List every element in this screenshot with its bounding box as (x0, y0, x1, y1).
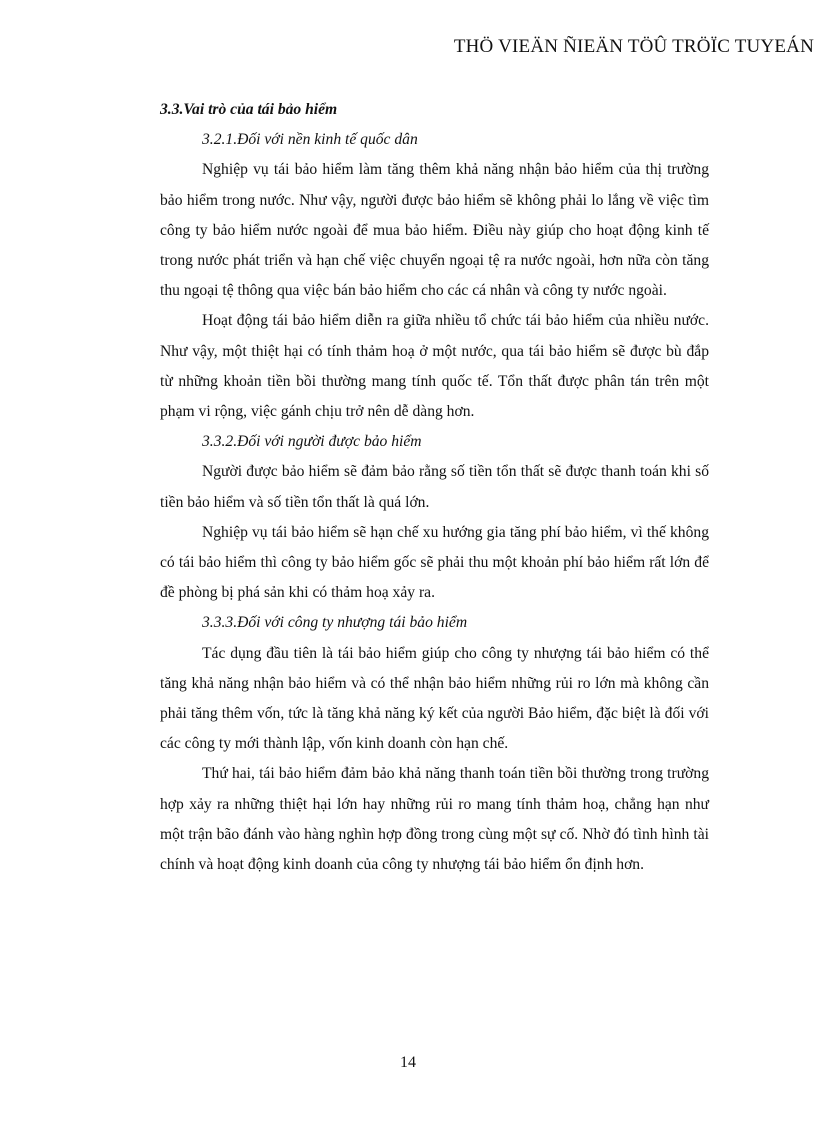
page-content (160, 95, 709, 880)
subsection-title-insured-party: 3.3.2.Đối với người được bảo hiểm (202, 433, 422, 451)
paragraph: Nghiệp vụ tái bảo hiểm sẽ hạn chế xu hướng gia tăng phí bảo hiểm, vì thế không có tái bảo hiểm thì công ty bảo hiểm gốc sẽ phải thu một khoản phí bảo hiểm rất lớn để đề phòng bị phá sản khi có thảm hoạ xảy ra. (160, 523, 709, 602)
paragraph: Thứ hai, tái bảo hiểm đảm bảo khả năng thanh toán tiền bồi thường trong trường hợp xảy ra những thiệt hại lớn hay những rủi ro mang tính thảm hoạ, chẳng hạn như một trận bão đánh vào hàng nghìn hợp đồng trong cùng một sự cố. Nhờ đó tình hình tài chính và hoạt động kinh doanh của công ty nhượng tái bảo hiểm ổn định hơn. (160, 765, 709, 874)
page-header: THÖ VIEÄN ÑIEÄN TÖÛ TRÖÏC TUYEÁN (453, 36, 814, 57)
subsection-title-ceding-company: 3.3.3.Đối với công ty nhượng tái bảo hiểm (202, 614, 468, 632)
paragraph: Nghiệp vụ tái bảo hiểm làm tăng thêm khả năng nhận bảo hiểm của thị trường bảo hiểm trong nước. Như vậy, người được bảo hiểm sẽ không phải lo lắng về việc tìm công ty bảo hiểm nước ngoài để mua bảo hiểm. Điều này giúp cho hoạt động kinh tế trong nước phát triển và hạn chế việc chuyển ngoại tệ ra nước ngoài, hơn nữa còn tăng thu ngoại tệ thông qua việc bán bảo hiểm cho các cá nhân và công ty nước ngoài. (160, 161, 709, 300)
section-title: 3.3.Vai trò của tái bảo hiểm (160, 101, 338, 118)
paragraph: Tác dụng đầu tiên là tái bảo hiểm giúp cho công ty nhượng tái bảo hiểm có thể tăng khả năng nhận bảo hiểm và có thể nhận bảo hiểm những rủi ro lớn mà không cần phải tăng thêm vốn, tức là tăng khả năng ký kết của người Bảo hiểm, đặc biệt là đối với các công ty mới thành lập, vốn kinh doanh còn hạn chế. (160, 644, 709, 753)
subsection-title-national-economy: 3.2.1.Đối với nền kinh tế quốc dân (202, 131, 418, 149)
paragraph: Người được bảo hiểm sẽ đảm bảo rằng số tiền tổn thất sẽ được thanh toán khi số tiền bảo hiểm và số tiền tổn thất là quá lớn. (160, 463, 709, 511)
page-number: 14 (400, 1054, 416, 1071)
paragraph: Hoạt động tái bảo hiểm diễn ra giữa nhiều tổ chức tái bảo hiểm của nhiều nước. Như vậy, một thiệt hại có tính thảm hoạ ở một nước, qua tái bảo hiểm sẽ được bù đắp từ những khoản tiền bồi thường mang tính quốc tế. Tổn thất được phân tán trên một phạm vi rộng, việc gánh chịu trở nên dễ dàng hơn. (160, 312, 709, 421)
